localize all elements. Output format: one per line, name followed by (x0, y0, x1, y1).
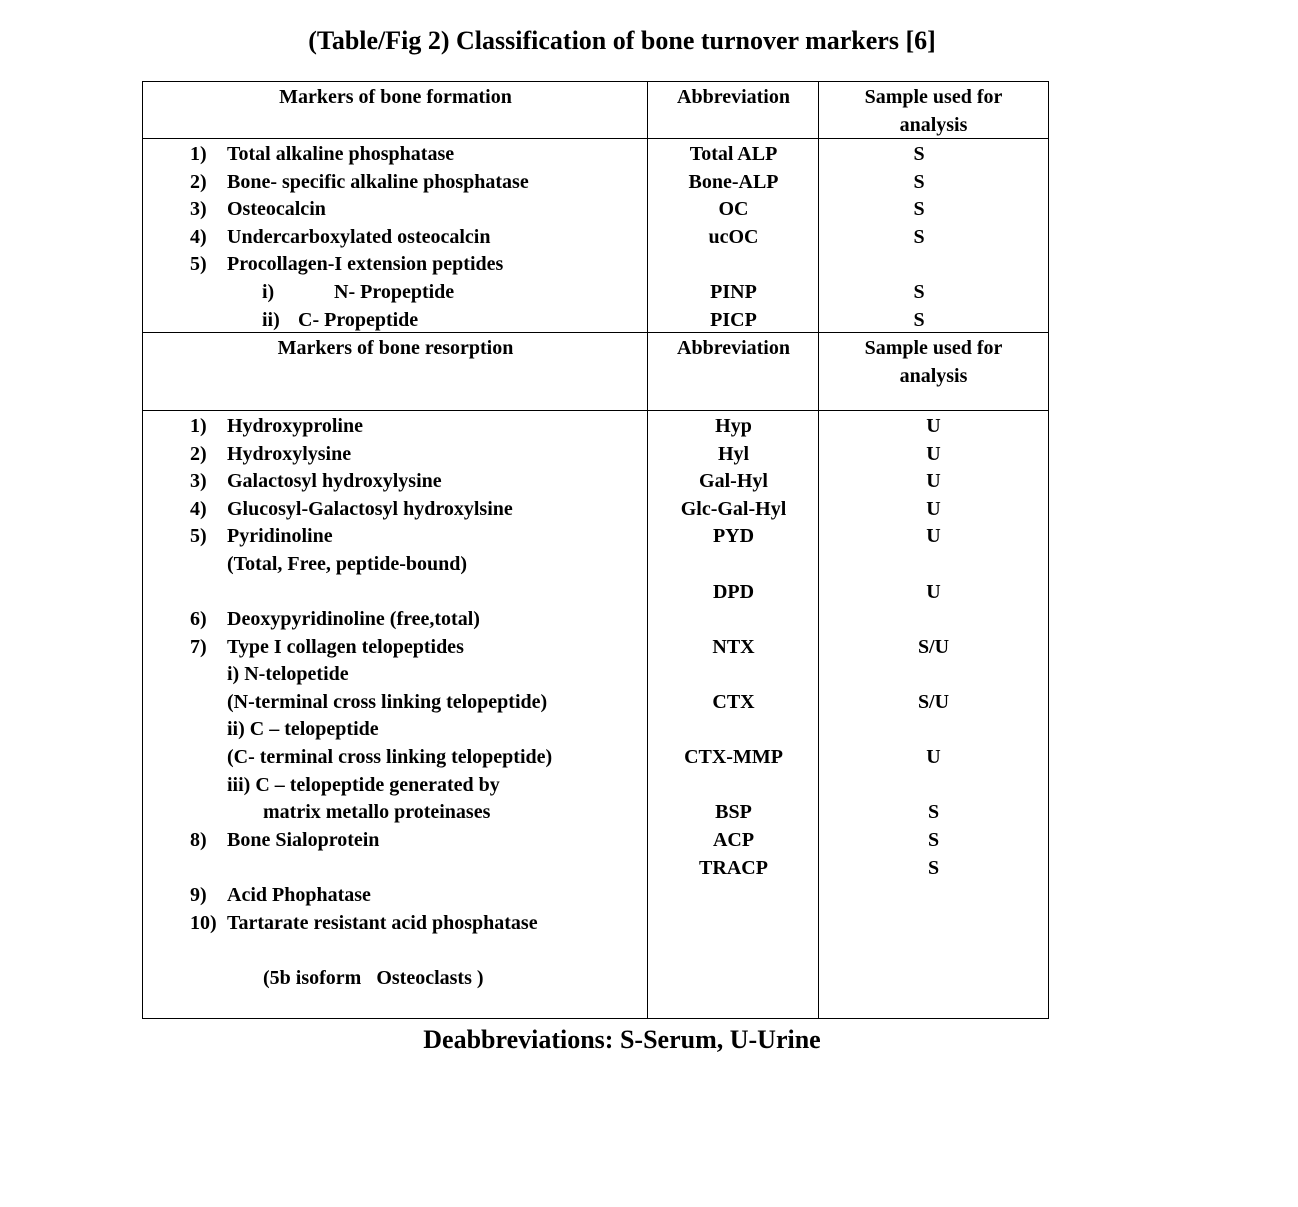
abbreviation-cell: CTX (712, 691, 755, 713)
formation-header-sample: analysis (899, 114, 968, 136)
abbreviation-cell: Bone-ALP (688, 171, 779, 193)
formation-header-abbreviation: Abbreviation (677, 86, 790, 108)
marker-text: iii) C – telopeptide generated by (227, 774, 500, 796)
marker-text: (N-terminal cross linking telopeptide) (227, 691, 548, 713)
sample-cell: U (926, 746, 941, 768)
abbreviation-cell: ACP (712, 829, 755, 851)
item-number: i) (262, 281, 275, 303)
sample-cell: S/U (917, 636, 950, 658)
sample-cell: U (926, 525, 941, 547)
sample-cell: S (927, 857, 940, 879)
item-number: 5) (190, 253, 207, 275)
sample-cell: U (926, 470, 941, 492)
marker-text: Galactosyl hydroxylysine (227, 470, 442, 492)
marker-text: Pyridinoline (227, 525, 333, 547)
abbreviation-cell: ucOC (708, 226, 759, 248)
item-number: 9) (190, 884, 207, 906)
abbreviation-cell: PYD (712, 525, 755, 547)
marker-name: N- Propeptide (334, 281, 455, 303)
marker-text: Deoxypyridinoline (free,total) (227, 608, 480, 630)
sample-cell: S (913, 198, 925, 220)
sample-cell: U (926, 415, 941, 437)
marker-text: i) N-telopetide (227, 663, 349, 685)
item-number: 10) (190, 912, 217, 934)
item-number: 3) (190, 198, 207, 220)
item-number: 7) (190, 636, 207, 658)
abbreviation-cell: BSP (715, 801, 752, 823)
sample-cell: S (913, 171, 925, 193)
item-number: 1) (190, 415, 207, 437)
abbreviation-cell: PICP (710, 309, 757, 331)
formation-header-marker: Markers of bone formation (279, 86, 512, 108)
row-divider (143, 410, 1048, 411)
item-number: 4) (190, 498, 207, 520)
marker-text: (5b isoform Osteoclasts ) (263, 967, 484, 989)
abbreviation-cell: PINP (710, 281, 757, 303)
item-number: 8) (190, 829, 207, 851)
marker-name: Procollagen-I extension peptides (227, 253, 504, 275)
marker-text: ii) C – telopeptide (227, 718, 379, 740)
marker-text: Hydroxyproline (227, 415, 363, 437)
sample-cell: S (913, 143, 925, 165)
marker-name: Bone- specific alkaline phosphatase (227, 171, 529, 193)
marker-name: Osteocalcin (227, 198, 326, 220)
item-number: 2) (190, 443, 207, 465)
sample-cell: S (913, 281, 925, 303)
marker-text: matrix metallo proteinases (263, 801, 491, 823)
abbreviation-cell: OC (718, 198, 749, 220)
marker-text: Type I collagen telopeptides (227, 636, 464, 658)
marker-text: Glucosyl-Galactosyl hydroxylsine (227, 498, 513, 520)
item-number: 6) (190, 608, 207, 630)
abbreviation-cell: CTX-MMP (684, 746, 783, 768)
markers-table (142, 81, 1049, 1019)
marker-name: C- Propeptide (298, 309, 419, 331)
abbreviation-cell: NTX (712, 636, 755, 658)
item-number: 4) (190, 226, 207, 248)
resorption-header-abbreviation: Abbreviation (677, 337, 790, 359)
item-number: 1) (190, 143, 207, 165)
resorption-header-marker: Markers of bone resorption (277, 337, 514, 359)
marker-text: Acid Phophatase (227, 884, 371, 906)
abbreviation-cell: Glc-Gal-Hyl (680, 498, 787, 520)
marker-text: Hydroxylysine (227, 443, 352, 465)
sample-cell: U (926, 581, 941, 603)
marker-text: (Total, Free, peptide-bound) (227, 553, 468, 575)
abbreviation-cell: Hyl (717, 443, 750, 465)
item-number: ii) (262, 309, 280, 331)
formation-header-sample: Sample used for (864, 86, 1003, 108)
marker-text: Tartarate resistant acid phosphatase (227, 912, 538, 934)
table-title: (Table/Fig 2) Classification of bone turnover markers [6] (308, 26, 936, 55)
abbreviation-cell: Gal-Hyl (699, 470, 768, 492)
abbreviation-cell: Hyp (715, 415, 752, 437)
sample-cell: S (927, 801, 940, 823)
sample-cell: S (913, 309, 925, 331)
marker-text: Bone Sialoprotein (227, 829, 380, 851)
marker-text: (C- terminal cross linking telopeptide) (227, 746, 553, 768)
sample-cell: S/U (917, 691, 950, 713)
sample-cell: U (926, 498, 941, 520)
item-number: 5) (190, 525, 207, 547)
abbreviation-cell: DPD (712, 581, 755, 603)
resorption-header-sample: Sample used for (864, 337, 1003, 359)
abbreviation-cell: TRACP (699, 857, 768, 879)
resorption-header-sample: analysis (899, 365, 968, 387)
marker-name: Undercarboxylated osteocalcin (227, 226, 491, 248)
abbreviation-cell: Total ALP (689, 143, 778, 165)
item-number: 3) (190, 470, 207, 492)
sample-cell: U (926, 443, 941, 465)
marker-name: Total alkaline phosphatase (227, 143, 455, 165)
deabbreviations-note: Deabbreviations: S-Serum, U-Urine (423, 1025, 821, 1054)
sample-cell: S (913, 226, 925, 248)
sample-cell: S (927, 829, 940, 851)
item-number: 2) (190, 171, 207, 193)
